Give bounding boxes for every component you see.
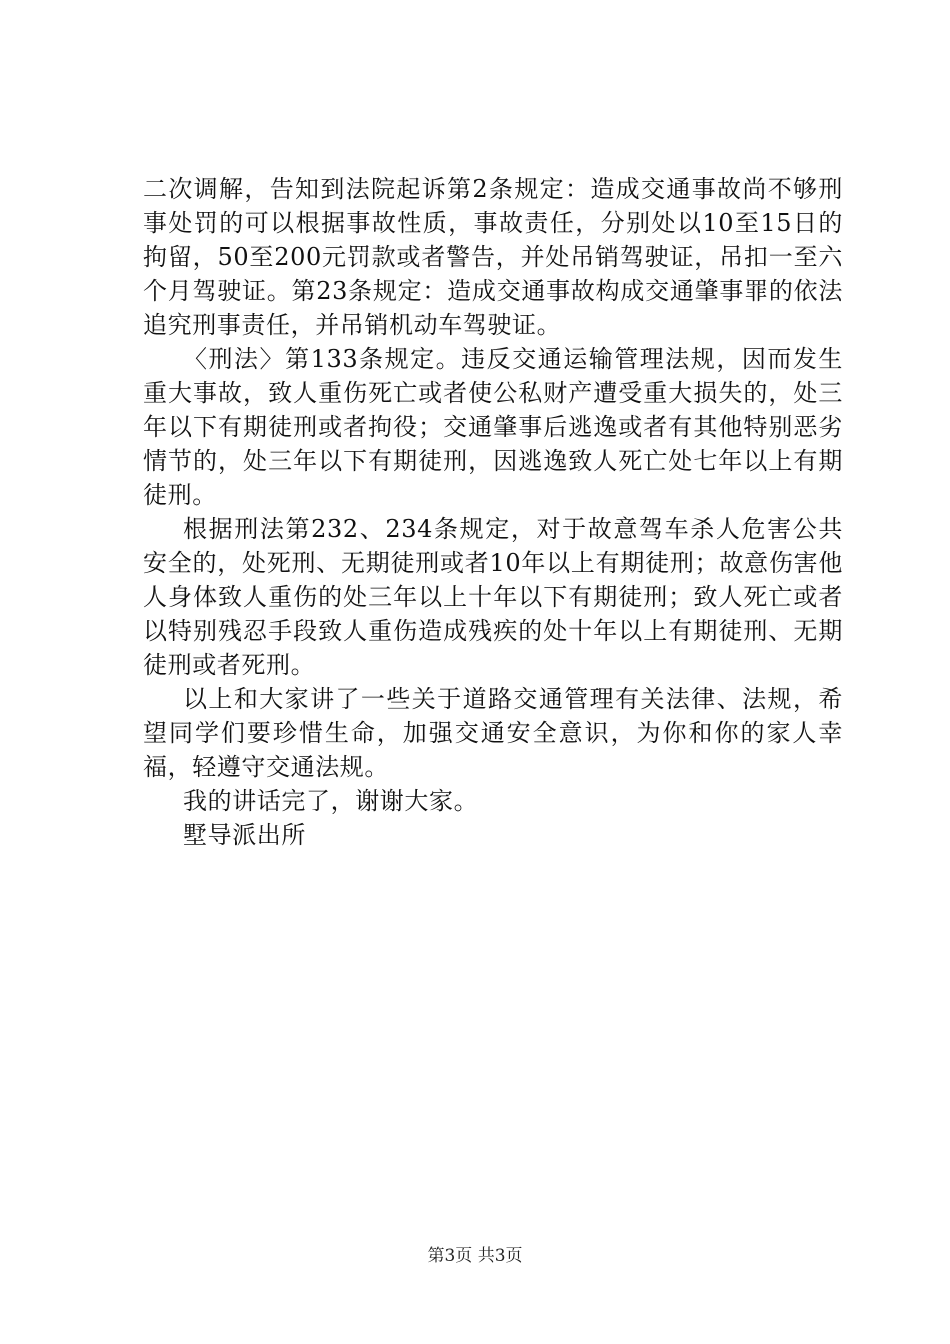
paragraph-criminal-law-232-234: 根据刑法第232、234条规定，对于故意驾车杀人危害公共安全的，处死刑、无期徒刑或者10年以上有期徒刑；故意伤害他人身体致人重伤的处三年以上十年以下有期徒刑；致人死亡或者以特别残忍手段致人重伤造成残疾的处十年以上有期徒刑、无期徒刑或者死刑。 xyxy=(143,515,843,679)
page-number-footer: 第3页 共3页 xyxy=(427,1246,523,1266)
signature-police-station: 墅导派出所 xyxy=(183,821,306,849)
paragraph-closing-appeal: 以上和大家讲了一些关于道路交通管理有关法律、法规，希望同学们要珍惜生命，加强交通安全意识，为你和你的家人幸福，轻遵守交通法规。 xyxy=(143,685,843,781)
paragraph-legal-provisions: 二次调解，告知到法院起诉第2条规定：造成交通事故尚不够刑事处罚的可以根据事故性质，事故责任，分别处以10至15日的拘留，50至200元罚款或者警告，并处吊销驾驶证，吊扣一至六个月驾驶证。第23条规定：造成交通事故构成交通肇事罪的依法追究刑事责任，并吊销机动车驾驶证。 xyxy=(143,175,843,339)
paragraph-criminal-law-133: 〈刑法〉第133条规定。违反交通运输管理法规，因而发生重大事故，致人重伤死亡或者使公私财产遭受重大损失的，处三年以下有期徒刑或者拘役；交通肇事后逃逸或者有其他特别恶劣情节的，处三年以下有期徒刑，因逃逸致人死亡处七年以上有期徒刑。 xyxy=(143,345,843,509)
paragraph-thanks: 我的讲话完了，谢谢大家。 xyxy=(183,787,479,815)
document-body xyxy=(143,172,843,852)
